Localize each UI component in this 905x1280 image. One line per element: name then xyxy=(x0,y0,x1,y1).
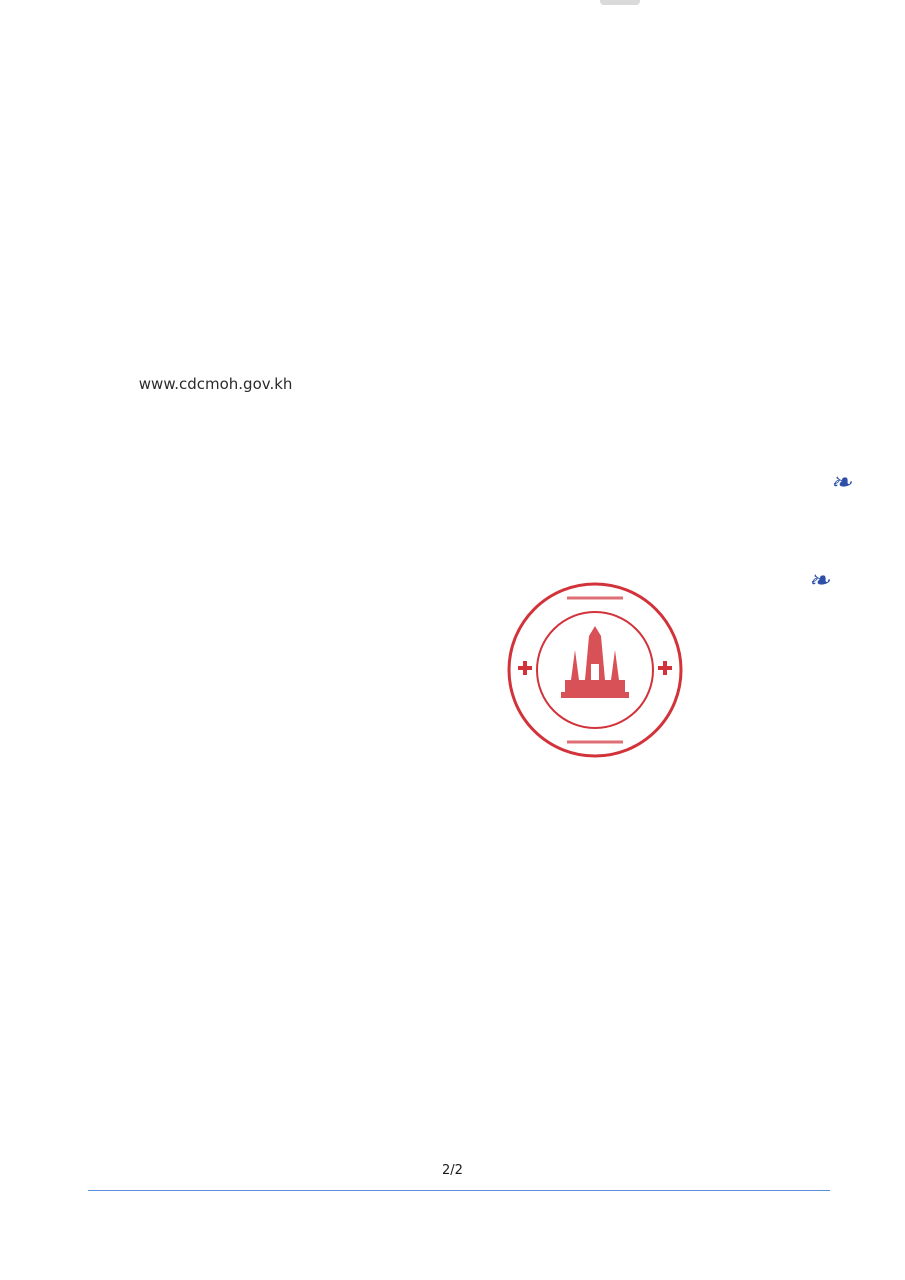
website-link[interactable]: www.cdcmoh.gov.kh xyxy=(138,375,293,393)
ministry-seal-stamp xyxy=(505,580,685,760)
paragraph-1 xyxy=(90,76,820,366)
handwritten-initial-1: ❧ xyxy=(830,468,852,498)
footer-divider xyxy=(88,1190,830,1191)
paragraph-2 xyxy=(90,370,820,490)
page-number: 2/2 xyxy=(442,1163,463,1178)
page-corner-mark xyxy=(600,0,640,5)
handwritten-initial-2: ❧ xyxy=(808,566,830,596)
